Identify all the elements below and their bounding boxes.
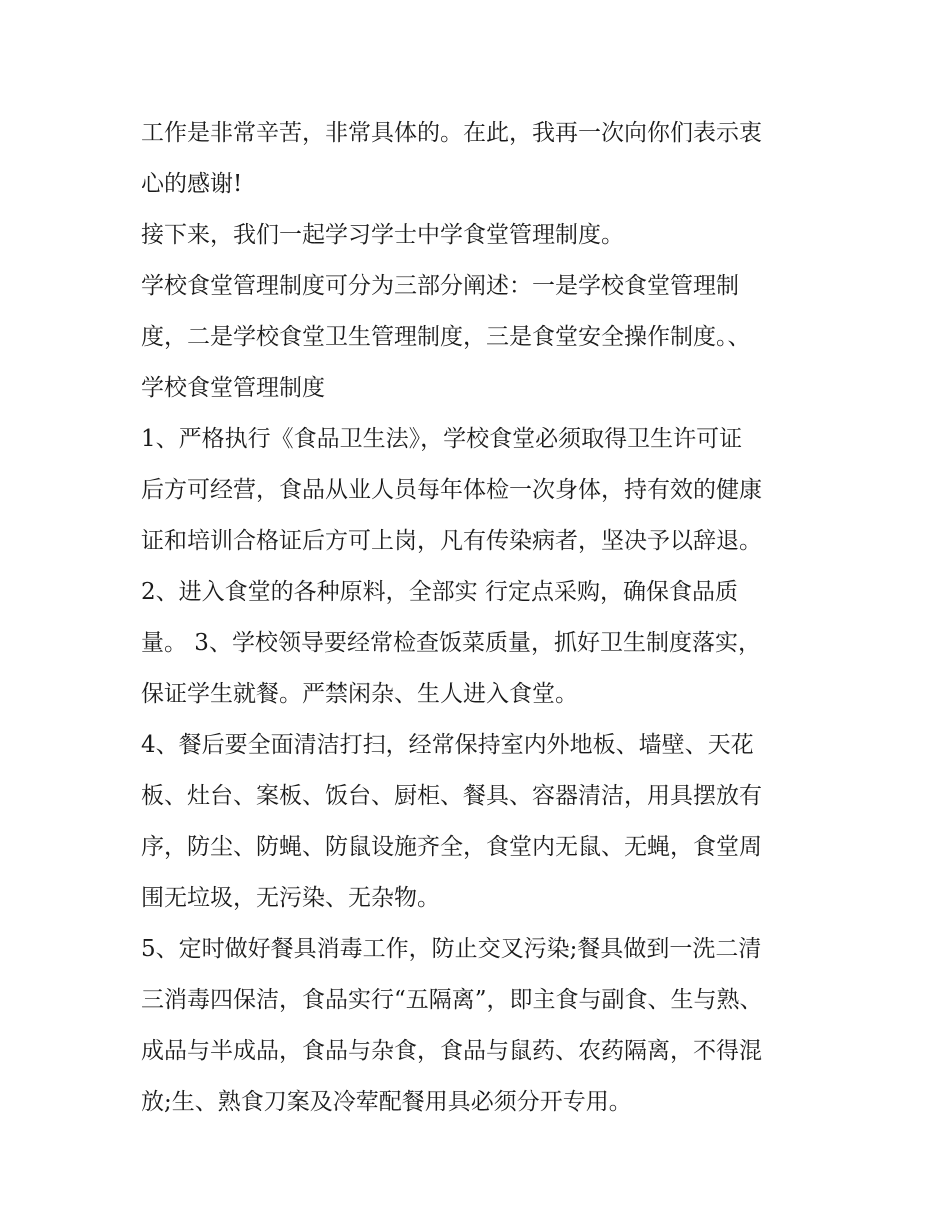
text-line: 5、定时做好餐具消毒工作，防止交叉污染;餐具做到一洗二清 [141,936,762,962]
text-line: 学校食堂管理制度可分为三部分阐述：一是学校食堂管理制 [141,273,739,299]
text-line: 板、灶台、案板、饭台、厨柜、餐具、容器清洁，用具摆放有 [141,783,762,809]
text-line: 后方可经营，食品从业人员每年体检一次身体，持有效的健康 [141,477,762,503]
text-line: 量。 3、学校领导要经常检查饭菜质量，抓好卫生制度落实， [141,630,761,656]
text-line: 接下来，我们一起学习学士中学食堂管理制度。 [141,222,624,248]
text-line: 心的感谢! [141,171,243,197]
section-heading: 学校食堂管理制度 [141,375,325,401]
text-line: 放;生、熟食刀案及冷荤配餐用具必须分开专用。 [141,1089,632,1115]
text-line: 度，二是学校食堂卫生管理制度，三是食堂安全操作制度。、 [141,324,751,350]
text-line: 1、严格执行《食品卫生法》，学校食堂必须取得卫生许可证 [141,426,743,452]
text-line: 保证学生就餐。严禁闲杂、生人进入食堂。 [141,681,578,707]
text-line: 序，防尘、防蝇、防鼠设施齐全，食堂内无鼠、无蝇，食堂周 [141,834,762,860]
document-body [141,108,821,1128]
text-line: 4、餐后要全面清洁打扫，经常保持室内外地板、墙壁、天花 [141,732,754,758]
text-line: 成品与半成品，食品与杂食，食品与鼠药、农药隔离，不得混 [141,1038,762,1064]
text-line: 2、进入食堂的各种原料，全部实 行定点采购，确保食品质 [141,579,738,605]
text-line: 三消毒四保洁，食品实行“五隔离”，即主食与副食、生与熟、 [141,987,763,1013]
text-line: 证和培训合格证后方可上岗，凡有传染病者，坚决予以辞退。 [141,528,762,554]
text-line: 围无垃圾，无污染、无杂物。 [141,885,440,911]
text-line: 工作是非常辛苦，非常具体的。在此，我再一次向你们表示衷 [141,120,762,146]
